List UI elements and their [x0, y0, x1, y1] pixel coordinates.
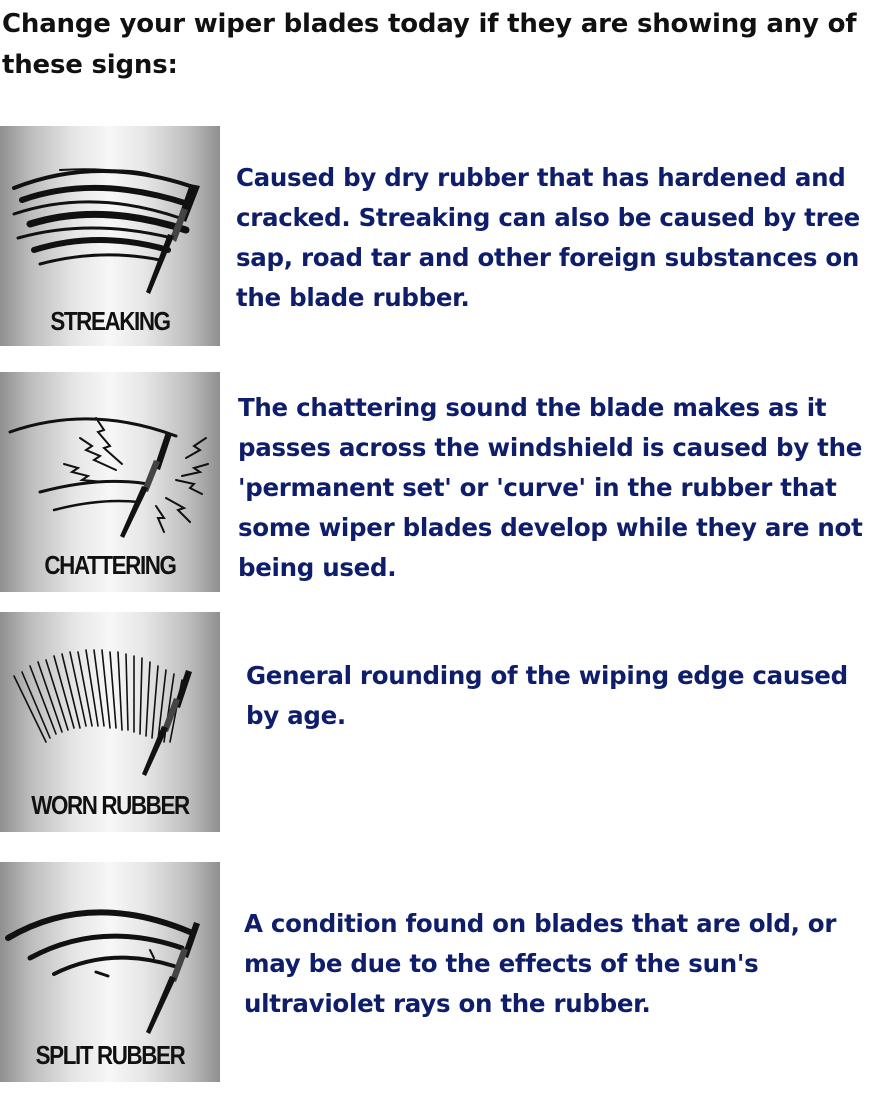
sign-description-chattering: The chattering sound the blade makes as it passes across the windshield is caused by the 'permanent set' or 'curve' in the rubber that some wiper blades develop while they are not being used. [238, 393, 863, 582]
sign-label-worn-rubber: WORN RUBBER [31, 790, 189, 820]
sign-panel-worn-rubber [0, 612, 220, 832]
sign-description-streaking: Caused by dry rubber that has hardened and cracked. Streaking can also be caused by tree sap, road tar and other foreign substances on the blade rubber. [236, 163, 860, 312]
sign-label-chattering: CHATTERING [44, 550, 176, 580]
sign-description-worn-rubber: General rounding of the wiping edge caused by age. [246, 661, 848, 730]
sign-panel-streaking [0, 126, 220, 346]
sign-panel-split-rubber [0, 862, 220, 1082]
page-headline: Change your wiper blades today if they are showing any of these signs: [2, 9, 857, 80]
sign-panel-chattering [0, 372, 220, 592]
sign-label-split-rubber: SPLIT RUBBER [35, 1040, 185, 1070]
sign-label-streaking: STREAKING [50, 306, 170, 336]
sign-description-split-rubber: A condition found on blades that are old, or may be due to the effects of the sun's ultraviolet rays on the rubber. [244, 909, 837, 1018]
